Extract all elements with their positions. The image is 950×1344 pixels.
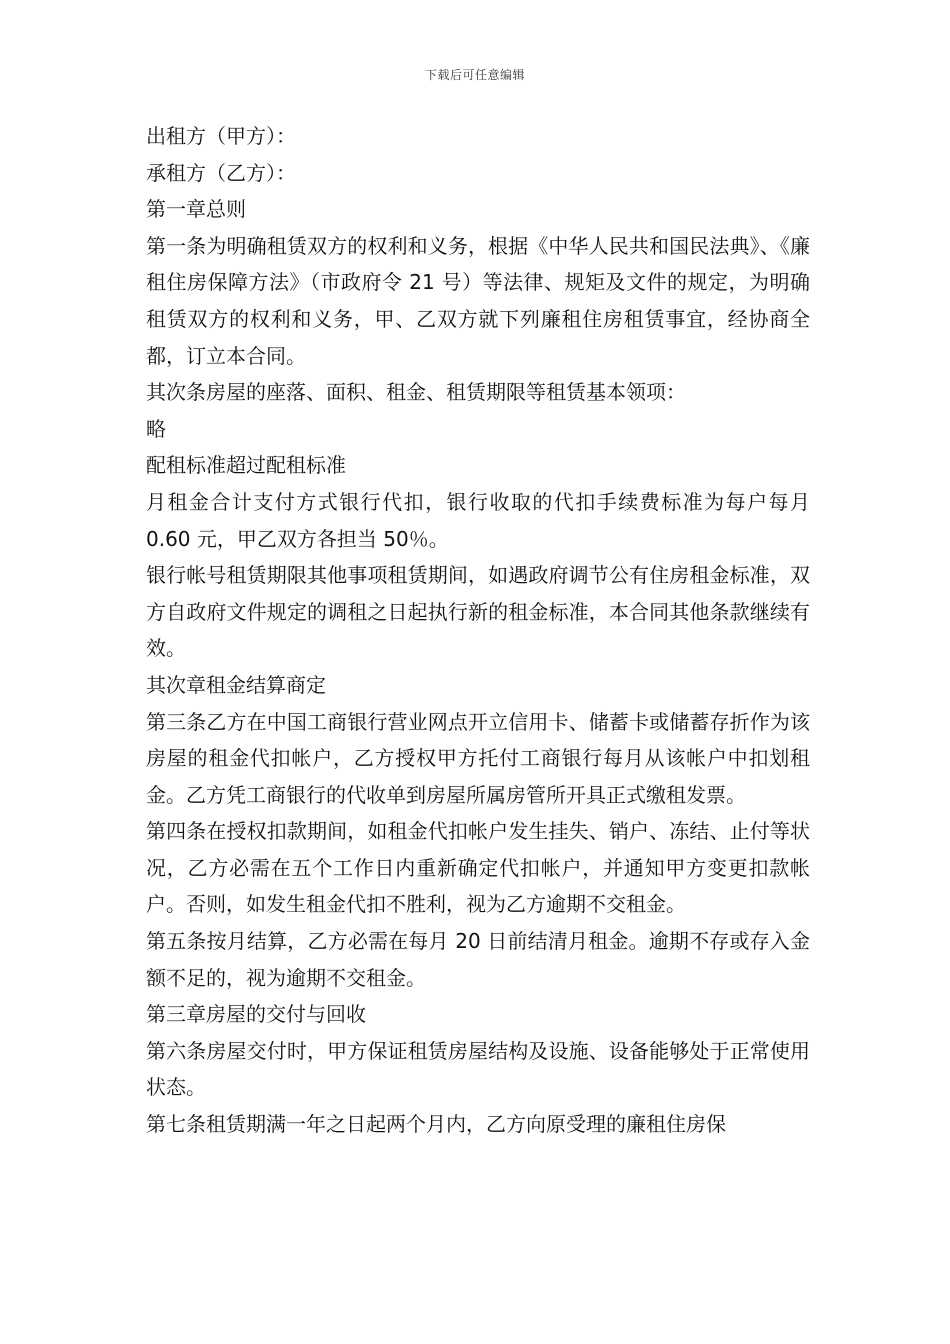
body-paragraph: 银行帐号租赁期限其他事项租赁期间，如遇政府调节公有住房租金标准，双方自政府文件规定的调租之日起执行新的租金标准，本合同其他条款继续有效。 [146,563,810,661]
body-paragraph: 配租标准超过配租标准 [146,453,346,478]
article-paragraph: 第一条为明确租赁双方的权利和义务，根据《中华人民共和国民法典》、《廉租住房保障方法》（市政府令 21 号）等法律、规矩及文件的规定，为明确租赁双方的权利和义务，甲、乙双方就下列廉租住房租赁事宜，经协商全都，订立本合同。 [146,233,810,368]
chapter-heading: 第一章总则 [146,197,246,222]
article-paragraph: 第三条乙方在中国工商银行营业网点开立信用卡、储蓄卡或储蓄存折作为该房屋的租金代扣帐户，乙方授权甲方托付工商银行每月从该帐户中扣划租金。乙方凭工商银行的代收单到房屋所属房管所开具正式缴租发票。 [146,709,810,807]
page-header: 下载后可任意编辑 [424,68,525,82]
body-paragraph: 月租金合计支付方式银行代扣，银行收取的代扣手续费标准为每户每月 0.60 元，甲乙双方各担当 50％。 [146,489,810,551]
body-paragraph: 略 [146,416,166,441]
article-paragraph: 第五条按月结算，乙方必需在每月 20 日前结清月租金。逾期不存或存入金额不足的，视为逾期不交租金。 [146,929,810,990]
article-paragraph: 其次条房屋的座落、面积、租金、租赁期限等租赁基本领项： [146,380,686,405]
party-a-line: 出租方（甲方）： [146,124,296,148]
chapter-heading: 其次章租金结算商定 [146,672,326,697]
article-paragraph: 第六条房屋交付时，甲方保证租赁房屋结构及设施、设备能够处于正常使用状态。 [146,1038,810,1100]
article-paragraph: 第四条在授权扣款期间，如租金代扣帐户发生挂失、销户、冻结、止付等状况，乙方必需在五个工作日内重新确定代扣帐户，并通知甲方变更扣款帐户。否则，如发生租金代扣不胜利，视为乙方逾期不交租金。 [146,819,810,917]
party-b-line: 承租方（乙方）： [146,160,296,185]
article-paragraph: 第七条租赁期满一年之日起两个月内，乙方向原受理的廉租住房保 [146,1112,726,1137]
document-body [146,118,810,1143]
chapter-heading: 第三章房屋的交付与回收 [146,1002,366,1027]
